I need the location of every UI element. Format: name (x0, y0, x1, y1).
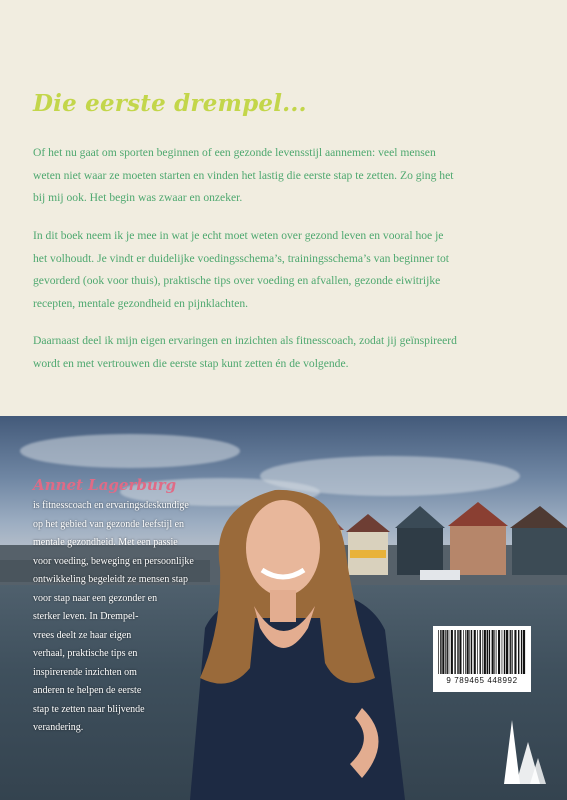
barcode-bar (510, 630, 511, 674)
barcode-bar (484, 630, 486, 674)
blurb-line: het volhoudt. Je vindt er duidelijke voedingsschema’s, trainingsschema’s van beginner tot (33, 251, 449, 265)
barcode-bar (457, 630, 458, 674)
blurb-line: Daarnaast deel ik mijn eigen ervaringen en inzichten als fitnesscoach, zodat jij geïnspireerd (33, 334, 457, 347)
bio-line: inspirerende inzichten om (33, 666, 137, 678)
barcode-bar (482, 630, 483, 674)
barcode-bar (523, 630, 525, 674)
blurb-paragraph-3 (33, 330, 533, 375)
blurb-paragraph-2 (33, 225, 533, 315)
bio-line: anderen te helpen de eerste (33, 685, 142, 696)
bio-line: stap te zetten naar blijvende (33, 703, 145, 715)
barcode-bar (449, 630, 450, 674)
barcode-bar (465, 630, 466, 674)
barcode-bars (438, 630, 526, 674)
blurb-line: In dit boek neem ik je mee in wat je echt moet weten over gezond leven en vooral hoe je (33, 229, 444, 242)
barcode-bar (496, 630, 497, 674)
barcode-bar (440, 630, 441, 674)
bio-line: vrees deelt ze haar eigen (33, 629, 132, 641)
barcode-bar (447, 630, 448, 674)
isbn-number: 9 789465 448992 (446, 676, 518, 685)
barcode-bar (463, 630, 464, 674)
bio-line: ontwikkeling begeleidt ze mensen stap (33, 574, 188, 585)
blurb-line: recepten, mentale gezondheid en pijnklachten. (33, 296, 249, 310)
barcode-bar (459, 630, 461, 674)
blurb-paragraph-1 (33, 142, 533, 210)
barcode-bar (445, 630, 446, 674)
barcode-bar (451, 630, 453, 674)
bio-line: sterker leven. In Drempel- (33, 611, 139, 622)
barcode-bar (454, 630, 455, 674)
publisher-logo-icon (498, 714, 546, 784)
barcode-bar (442, 630, 444, 674)
bio-line: verhaal, praktische tips en (33, 648, 138, 659)
blurb-line: weten niet waar ze moeten starten en vinden het lastig die eerste stap te zetten. Zo ging het (33, 168, 454, 182)
barcode-bar (467, 630, 469, 674)
barcode-bar (489, 630, 490, 674)
barcode-bar (521, 630, 522, 674)
barcode-bar (514, 630, 516, 674)
isbn-barcode (433, 626, 531, 692)
barcode-bar (512, 630, 513, 674)
bio-line: voor voeding, beweging en persoonlijke (33, 555, 194, 567)
cloud (20, 434, 240, 468)
barcode-bar (509, 630, 510, 674)
barcode-bar (506, 630, 508, 674)
barcode-bar (487, 630, 488, 674)
author-name: Annet Lagerburg (33, 476, 177, 494)
blurb-line: wordt en met vertrouwen die eerste stap kunt zetten én de volgende. (33, 356, 349, 370)
barcode-bar (494, 630, 495, 674)
blurb-line: bij mij ook. Het begin was zwaar en onzeker. (33, 191, 243, 204)
blurb-heading: Die eerste drempel... (33, 90, 307, 117)
barcode-bar (504, 630, 505, 674)
barcode-bar (477, 630, 478, 674)
barcode-bar (474, 630, 476, 674)
barcode-bar (518, 630, 519, 674)
barcode-bar (469, 630, 470, 674)
bio-line: verandering. (33, 722, 84, 733)
barcode-bar (502, 630, 503, 674)
barcode-bar (480, 630, 481, 674)
bio-line: mentale gezondheid. Met een passie (33, 537, 178, 548)
blurb-line: gevorderd (ook voor thuis), praktische tips over voeding en afvallen, gezonde eiwitrijke (33, 274, 441, 287)
bio-line: op het gebied van gezonde leefstijl en (33, 518, 185, 530)
author-bio (33, 497, 211, 738)
blurb-line: Of het nu gaat om sporten beginnen of een gezonde levensstijl aannemen: veel mensen (33, 146, 436, 159)
bio-line: voor stap naar een gezonder en (33, 592, 158, 604)
barcode-bar (438, 630, 439, 674)
barcode-bar (498, 630, 500, 674)
barcode-bar (492, 630, 494, 674)
bio-line: is fitnesscoach en ervaringsdeskundige (33, 500, 189, 511)
barcode-bar (471, 630, 472, 674)
